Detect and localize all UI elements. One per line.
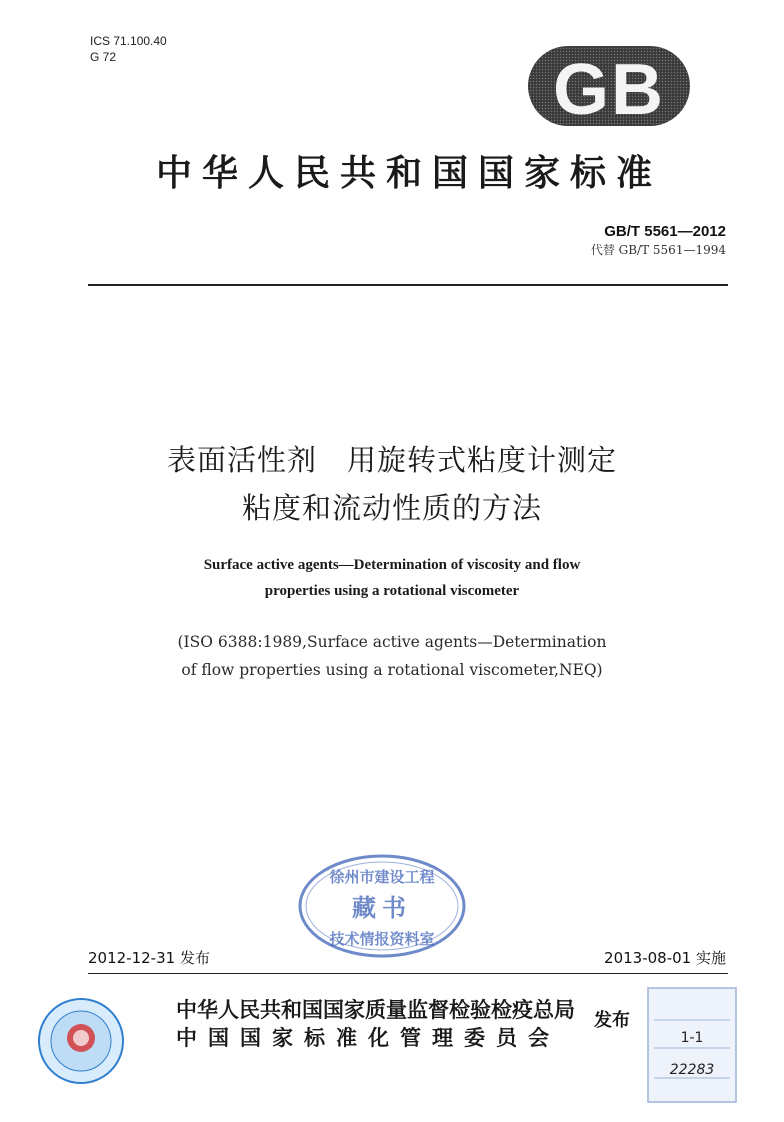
gb-logo (526, 44, 692, 128)
iso-reference (60, 628, 724, 684)
ccs-code: G 72 (90, 50, 117, 64)
classification-codes (90, 33, 167, 65)
title-zh-line-2: 粘度和流动性质的方法 (241, 491, 542, 525)
title-en-line-1: Surface active agents—Determination of viscosity and flow (203, 557, 581, 573)
title-english (60, 552, 724, 604)
label-line-2: 22283 (669, 1062, 715, 1078)
ics-code: ICS 71.100.40 (90, 34, 167, 48)
stamp-bottom-text: 技术情报资料室 (329, 930, 435, 948)
title-chinese (60, 436, 724, 532)
issuer-line-1: 中华人民共和国国家质量监督检验检疫总局 (176, 997, 575, 1022)
stamp-middle-text: 藏书 (352, 893, 412, 922)
standard-number: GB/T 5561—2012 (604, 223, 726, 240)
issuer-line-2: 中国国家标准化管理委员会 (176, 1025, 560, 1050)
label-line-1: 1-1 (680, 1030, 704, 1046)
issuing-authorities (176, 996, 575, 1052)
replaces-standard: 代替 GB/T 5561—1994 (590, 243, 726, 257)
national-standard-title: 中华人民共和国国家标准 (155, 153, 662, 194)
library-stamp (296, 850, 468, 962)
issue-label: 发布 (594, 1010, 630, 1031)
stamp-top-text: 徐州市建设工程 (329, 868, 435, 886)
gb-logo-text: GB (553, 50, 665, 128)
iso-line-2: of flow properties using a rotational viscometer,NEQ) (181, 661, 603, 679)
publish-date: 2012-12-31 发布 (88, 949, 210, 967)
implement-date: 2013-08-01 实施 (604, 949, 726, 967)
library-label (646, 986, 738, 1104)
top-divider (88, 284, 728, 286)
title-en-line-2: properties using a rotational viscometer (264, 583, 520, 599)
title-zh-line-1: 表面活性剂 用旋转式粘度计测定 (166, 443, 617, 477)
anti-counterfeit-seal (36, 996, 126, 1086)
bottom-divider (88, 973, 728, 974)
iso-line-1: (ISO 6388:1989,Surface active agents—Determination (177, 633, 607, 651)
standard-code-block (591, 222, 726, 258)
